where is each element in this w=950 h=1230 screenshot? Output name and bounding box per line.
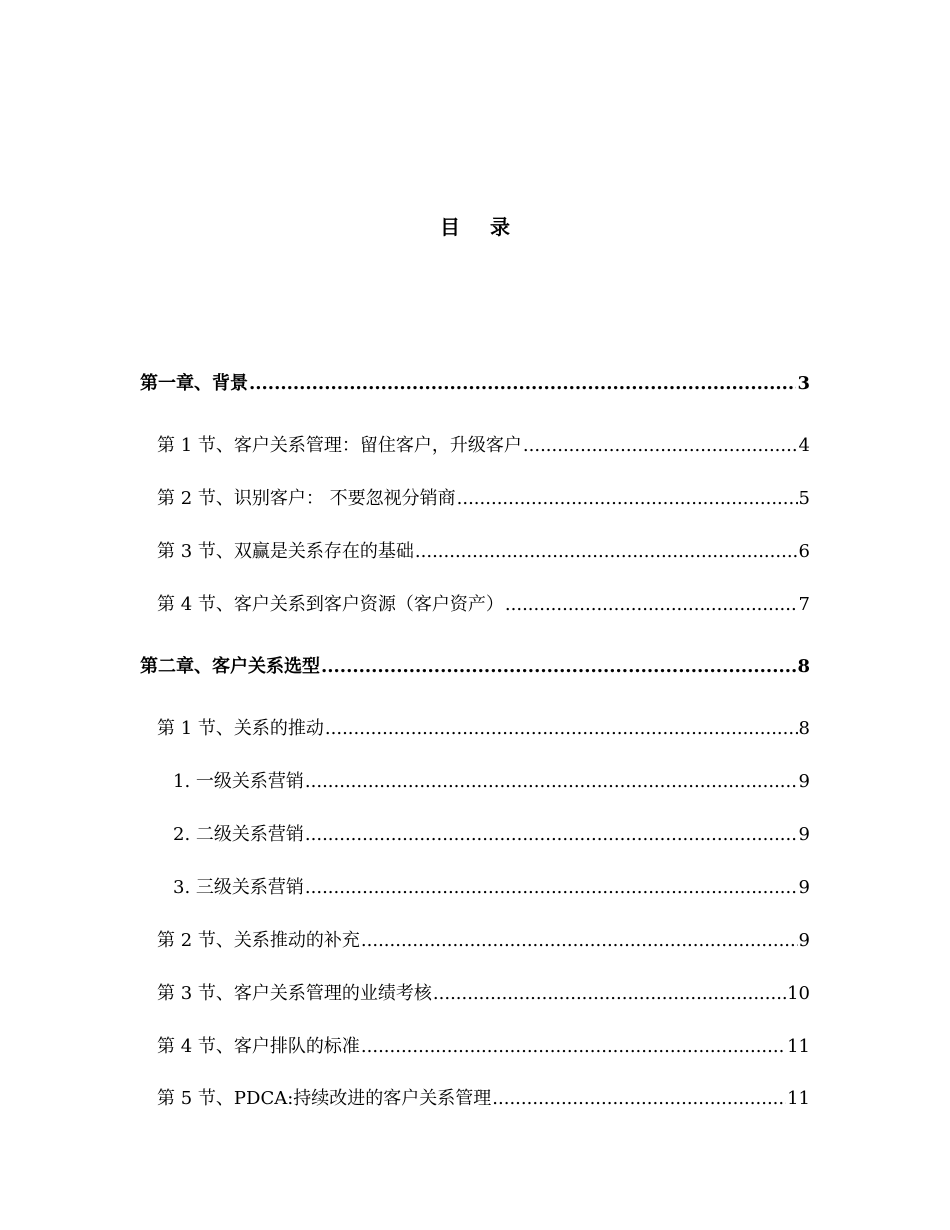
toc-entry-label: 识别客户： 不要忽视分销商 <box>233 488 456 509</box>
toc-entry-section[interactable] <box>157 1086 810 1112</box>
toc-entry-item[interactable] <box>173 769 810 795</box>
toc-dot-leader <box>325 716 798 742</box>
toc-entry-page-number: 11 <box>787 1036 810 1057</box>
toc-dot-leader <box>492 1086 786 1112</box>
toc-entry-number: 第二章、 <box>140 656 212 677</box>
toc-entry-number: 第 4 节、 <box>157 594 234 615</box>
toc-dot-leader <box>361 1034 786 1060</box>
toc-entry-number: 第 4 节、 <box>157 1036 234 1057</box>
toc-entry-page-number: 8 <box>797 656 810 677</box>
toc-title: 目录 <box>440 215 540 239</box>
toc-entry-page-number: 11 <box>787 1088 810 1109</box>
toc-entry-page-number: 9 <box>798 824 810 845</box>
toc-entry-section[interactable] <box>157 486 810 512</box>
toc-entry-chapter[interactable] <box>140 654 810 680</box>
toc-entry-page-number: 10 <box>787 983 810 1004</box>
toc-entry-label: 客户关系选型 <box>212 656 320 677</box>
toc-entry-label: 1. 一级关系营销 <box>173 771 304 792</box>
toc-entry-number: 第 1 节、 <box>157 435 234 456</box>
toc-entry-number: 第 2 节、 <box>157 930 234 951</box>
toc-entry-page-number: 8 <box>798 718 810 739</box>
toc-entry-section[interactable] <box>157 539 810 565</box>
toc-dot-leader <box>433 981 786 1007</box>
toc-entry-number: 第 1 节、 <box>157 718 234 739</box>
toc-dot-leader <box>361 928 798 954</box>
toc-entry-page-number: 7 <box>798 594 810 615</box>
toc-entry-label: 关系的推动 <box>233 718 324 739</box>
toc-entry-number: 第一章、 <box>140 373 212 394</box>
toc-entry-section[interactable] <box>157 592 810 618</box>
toc-entry-number: 第 3 节、 <box>157 983 234 1004</box>
toc-entry-section[interactable] <box>157 928 810 954</box>
toc-dot-leader <box>249 371 796 397</box>
toc-entry-label: PDCA:持续改进的客户关系管理 <box>233 1088 492 1109</box>
toc-dot-leader <box>523 433 798 459</box>
toc-entry-page-number: 9 <box>798 930 810 951</box>
toc-entry-page-number: 9 <box>798 771 810 792</box>
toc-entry-label: 3. 三级关系营销 <box>173 877 304 898</box>
toc-entry-item[interactable] <box>173 822 810 848</box>
toc-entry-page-number: 4 <box>798 435 810 456</box>
toc-entry-page-number: 3 <box>797 373 810 394</box>
toc-entry-page-number: 9 <box>798 877 810 898</box>
toc-dot-leader <box>305 769 798 795</box>
toc-entry-label: 客户关系管理的业绩考核 <box>233 983 432 1004</box>
toc-entry-label: 背景 <box>212 373 248 394</box>
toc-dot-leader <box>321 654 796 680</box>
toc-entry-label: 关系推动的补充 <box>233 930 360 951</box>
toc-entry-section[interactable] <box>157 433 810 459</box>
toc-entry-item[interactable] <box>173 875 810 901</box>
toc-entry-label: 客户关系管理：留住客户，升级客户 <box>233 435 522 456</box>
toc-entry-page-number: 5 <box>798 488 810 509</box>
toc-entry-label: 双赢是关系存在的基础 <box>233 541 414 562</box>
toc-entry-label: 客户关系到客户资源（客户资产） <box>233 594 504 615</box>
toc-dot-leader <box>305 822 798 848</box>
toc-entry-section[interactable] <box>157 1034 810 1060</box>
toc-dot-leader <box>415 539 798 565</box>
toc-entry-chapter[interactable] <box>140 371 810 397</box>
toc-entry-section[interactable] <box>157 981 810 1007</box>
toc-dot-leader <box>505 592 798 618</box>
toc-entry-section[interactable] <box>157 716 810 742</box>
toc-entry-page-number: 6 <box>798 541 810 562</box>
toc-entry-number: 第 2 节、 <box>157 488 234 509</box>
toc-entry-number: 第 5 节、 <box>157 1088 234 1109</box>
toc-entry-number: 第 3 节、 <box>157 541 234 562</box>
toc-entry-label: 2. 二级关系营销 <box>173 824 304 845</box>
toc-entry-label: 客户排队的标准 <box>233 1036 360 1057</box>
toc-dot-leader <box>457 486 798 512</box>
toc-dot-leader <box>305 875 798 901</box>
